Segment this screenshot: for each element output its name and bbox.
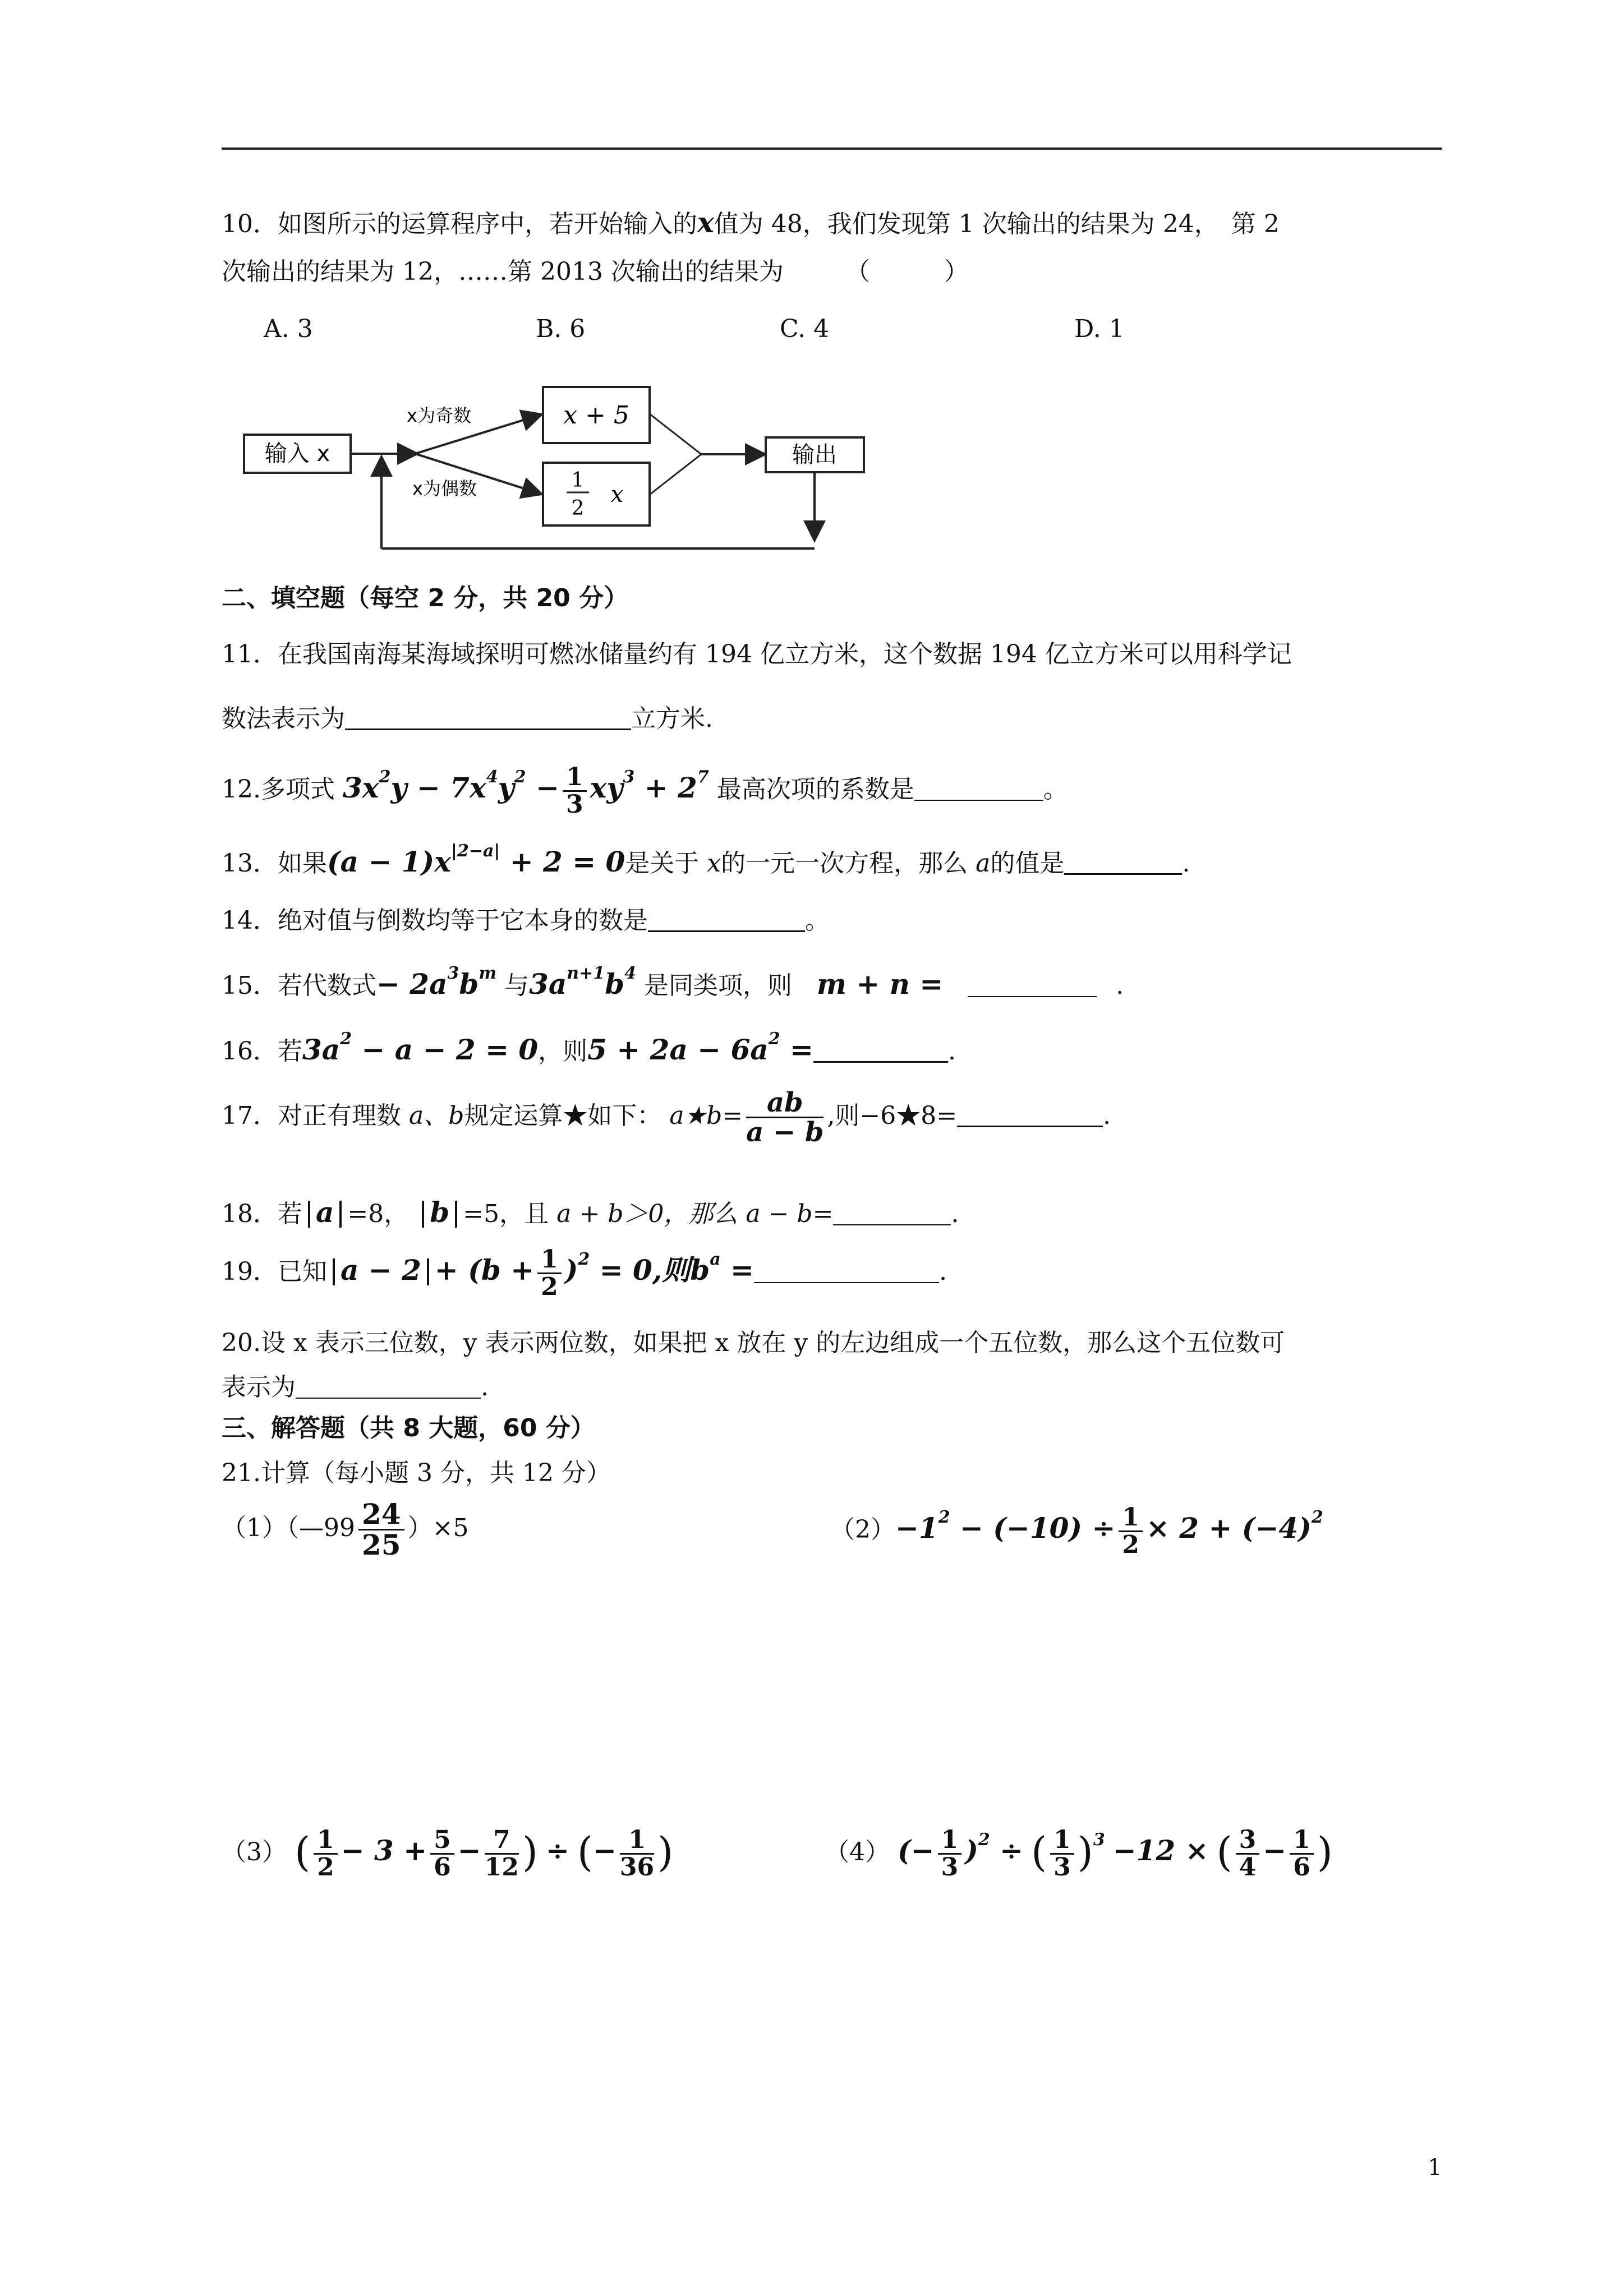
q21-part2: $(2)-1^2 - (-10)$ ÷ $\frac{1}{2}$ × $2 + (-4)^2$ — [830, 1502, 1323, 1559]
q20-line1: 20.设 x 表示三位数，y 表示两位数，如果把 x 放在 y 的左边组成一个五位数，那么这个五位数可 — [222, 1329, 1285, 1357]
q10-line2: 次输出的结果为 12，……第 2013 次输出的结果为 （ ） — [222, 257, 969, 286]
q19-answer-blank[interactable] — [754, 1260, 939, 1283]
q20-answer-blank[interactable] — [296, 1375, 481, 1399]
even-op-box — [543, 463, 650, 525]
q13: 13．如果$(a - 1)x^{|2-a|} + 2 = 0$是关于 x的一元一次方程，那么 a的值是 . — [222, 841, 1190, 878]
q13-answer-blank[interactable] — [1064, 851, 1182, 875]
q14-answer-blank[interactable] — [648, 908, 805, 932]
even-op-num: 1 — [571, 469, 585, 492]
flowchart — [230, 370, 881, 561]
q17-answer-blank[interactable] — [957, 1103, 1103, 1127]
q16-answer-blank[interactable] — [813, 1039, 948, 1063]
q15: 15．若代数式− $2a^3b^m$ 与$3a^{n+1}b^4$ 是同类项，则 m + n = . — [222, 963, 1124, 1001]
q12-answer-blank[interactable] — [914, 777, 1043, 801]
q21-part1: （1）（—99 $\frac{24}{25}$ ）×5 — [222, 1497, 469, 1561]
q21-title: 21.计算（每小题 3 分，共 12 分） — [222, 1459, 611, 1487]
q14: 14．绝对值与倒数均等于它本身的数是 。 — [222, 906, 830, 935]
q10-option-a: A. 3 — [264, 315, 313, 343]
q20-line2: 表示为 . — [222, 1373, 489, 1401]
q10-option-c: C. 4 — [780, 315, 830, 343]
section-2-heading: 二、填空题（每空 2 分，共 20 分） — [222, 584, 629, 612]
even-label: x为偶数 — [412, 478, 477, 499]
odd-label: x为奇数 — [407, 405, 471, 426]
q17: 17．对正有理数 a、b规定运算★如下： a★b= $\frac{ab}{a - b}$ ,则−6★8= . — [222, 1086, 1111, 1148]
q11-answer-blank[interactable] — [345, 706, 631, 730]
output-label: 输出 — [792, 442, 837, 468]
section-3-heading: 三、解答题（共 8 大题，60 分） — [222, 1414, 595, 1442]
q21-part3: （3） ( $\frac{1}{2}$ − 3 + $\frac{5}{6}$ − $\frac{7}{12}$ ) ÷ (− $\frac{1}{36}$ ) — [222, 1825, 674, 1882]
input-label: 输入 x — [264, 441, 330, 467]
q21-part4: （4） (− $\frac{1}{3}$ )$^2$ ÷ ( $\frac{1}{3}$ )$^3$ −12 × ( $\frac{3}{4}$ − $\frac{1}{6}$ ) — [825, 1825, 1333, 1882]
merge-lines — [650, 414, 701, 495]
q15-answer-blank[interactable] — [968, 974, 1097, 997]
q10-line1: 10．如图所示的运算程序中，若开始输入的x值为 48，我们发现第 1 次输出的结果为 24， 第 2 — [222, 206, 1280, 239]
q12: 12.多项式 $3x^2y - 7x^4y^2$ − $\frac{1}{3}$ $xy^3 + 2^7$ 最高次项的系数是 。 — [222, 762, 1068, 819]
even-op-var: x — [610, 482, 624, 508]
page-number: 1 — [1428, 2155, 1442, 2180]
even-op-den: 2 — [571, 497, 585, 520]
q16: 16．若$3a^2 - a - 2 = 0$，则$5 + 2a - 6a^2$ = . — [222, 1029, 956, 1066]
q18-answer-blank[interactable] — [833, 1202, 951, 1225]
q19: 19．已知 a − 2 + (b + $\frac{1}{2}$ )$^2$ = 0,则$b^a$ = . — [222, 1244, 947, 1301]
q10-option-b: B. 6 — [536, 315, 586, 343]
q11-line2: 数法表示为 立方米. — [222, 704, 713, 733]
header-rule — [222, 147, 1442, 150]
q10-option-d: D. 1 — [1074, 315, 1125, 343]
q11-line1: 11．在我国南海某海域探明可燃冰储量约有 194 亿立方米，这个数据 194 亿立方米可以用科学记 — [222, 640, 1292, 668]
q18: 18．若 a =8， b =5，且 a + b＞0，那么 a − b= . — [222, 1196, 959, 1229]
odd-op: x + 5 — [563, 401, 629, 430]
